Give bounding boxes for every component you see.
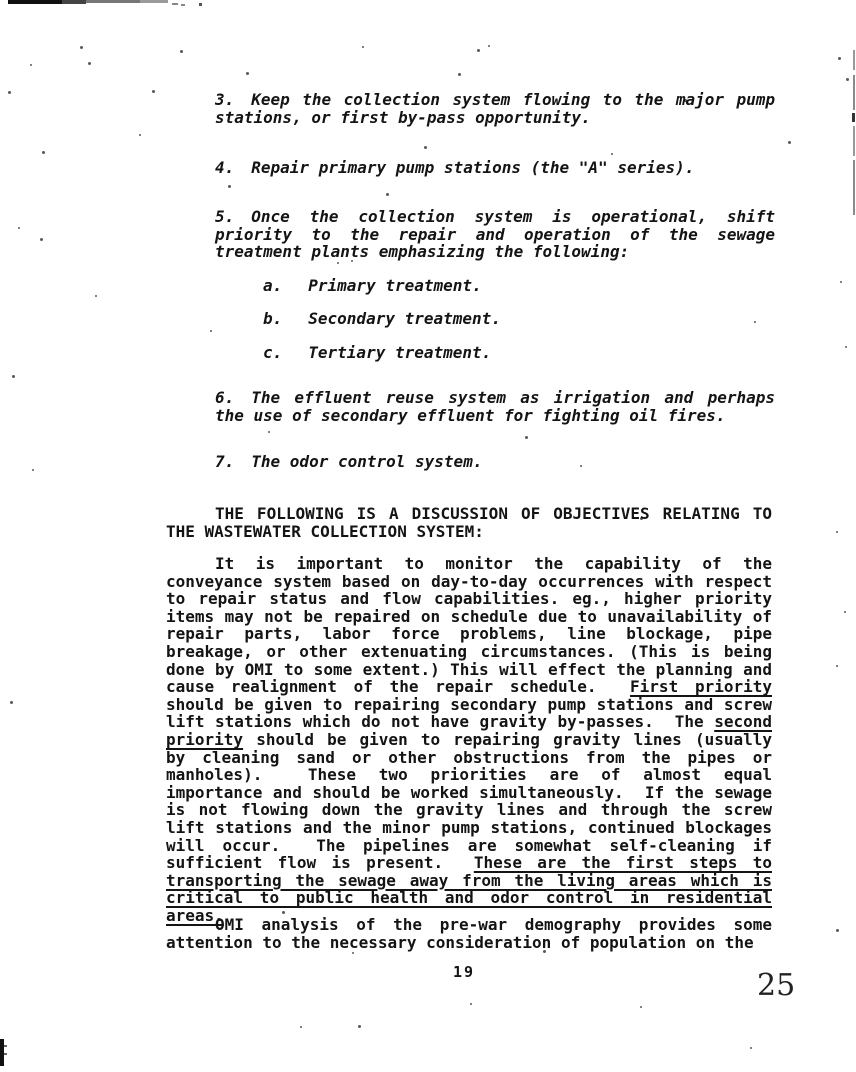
list-item-5 (215, 208, 775, 261)
body-text: should be given to repairing secondary pump stations and screw lift stations which do not have gravity by-passes. The (166, 694, 772, 732)
list-item-4 (215, 159, 775, 177)
scan-speck (362, 46, 364, 48)
sub-item-text: Secondary treatment. (308, 309, 501, 328)
scan-speck (525, 436, 528, 439)
scan-speck (88, 62, 91, 65)
scan-speck (32, 469, 34, 471)
item-number: 3. (215, 90, 235, 109)
scan-speck (836, 531, 838, 533)
scan-speck (750, 1047, 752, 1049)
scan-speck (424, 146, 427, 149)
stamp-page-number: 25 (757, 968, 796, 1003)
sub-item-letter: c. (263, 343, 283, 362)
body-text: should be given to repairing gravity lines (usually by cleaning sand or other obstructions from the pipes or manholes). These two priorities are of almost equal importance and should be worked simultaneously. If the sewage is not flowing down the gravity lines and through the screw lift stations and the minor pump stations, continued blockages will occur. The pipelines are somewhat self-cleaning if sufficient flow is present. (166, 729, 772, 873)
sub-item-text: Primary treatment. (308, 276, 482, 295)
scan-speck (8, 91, 11, 94)
sub-item-letter: b. (263, 309, 283, 328)
item-number: 5. (215, 207, 235, 226)
scan-speck (838, 57, 841, 60)
underlined-text: second priority (166, 712, 772, 749)
sub-item-b (263, 310, 501, 328)
underlined-text: First priority (630, 677, 773, 697)
scan-speck (358, 1025, 361, 1028)
scan-speck (337, 262, 339, 264)
scan-speck (836, 665, 838, 667)
list-item-6 (215, 389, 775, 424)
scan-speck (80, 46, 83, 49)
page-number: 19 (453, 963, 476, 981)
scan-speck (470, 1003, 472, 1005)
scan-speck (845, 346, 847, 348)
scan-speck (836, 929, 839, 932)
scan-speck (40, 238, 43, 241)
item-text: The effluent reuse system as irrigation and perhaps the use of secondary effluent for fighting oil fires. (215, 388, 775, 425)
scan-speck (180, 50, 183, 53)
list-item-7 (215, 453, 775, 471)
scan-speck (458, 73, 461, 76)
scan-speck (611, 153, 613, 155)
item-number: 4. (215, 158, 235, 177)
scan-speck (139, 134, 141, 136)
scan-speck (42, 151, 45, 154)
list-item-3 (215, 91, 775, 126)
scan-speck (210, 330, 212, 332)
scan-speck (477, 49, 480, 52)
item-text: Keep the collection system flowing to the major pump stations, or first by-pass opportunity. (215, 90, 775, 127)
scan-speck (228, 185, 231, 188)
body-text: It is important to monitor the capability of the conveyance system based on day-to-day occurrences with respect to repair status and flow capabilities. eg., higher priority items may not be repaired on schedule due to unavailability of repair parts, labor force problems, line blockage, pipe breakage, or other extenuating circumstances. (This is being done by OMI to some extent.) This will effect the planning and cause realignment of the repair schedule. (166, 554, 772, 697)
scan-speck (300, 1026, 302, 1028)
scan-speck (10, 701, 13, 704)
scan-speck (788, 141, 791, 144)
item-number: 6. (215, 388, 235, 407)
scan-speck (95, 295, 97, 297)
scan-speck (488, 45, 490, 47)
scan-speck (840, 281, 842, 283)
scan-speck (268, 431, 270, 433)
scan-speck (640, 1006, 642, 1008)
sub-item-letter: a. (263, 276, 283, 295)
item-text: Repair primary pump stations (the "A" series). (251, 158, 695, 177)
scan-speck (846, 78, 849, 81)
scan-speck (152, 90, 155, 93)
scan-speck (30, 64, 32, 66)
paragraph-omi: OMI analysis of the pre-war demography provides some attention to the necessary consideration of population on the (166, 915, 772, 952)
sub-item-c (263, 344, 491, 362)
scan-speck (754, 321, 756, 323)
scan-speck (18, 227, 20, 229)
section-heading: THE FOLLOWING IS A DISCUSSION OF OBJECTIVES RELATING TO THE WASTEWATER COLLECTION SYSTEM: (166, 504, 772, 541)
sub-item-text: Tertiary treatment. (308, 343, 492, 362)
item-text: The odor control system. (251, 452, 483, 471)
scan-speck (12, 375, 15, 378)
scan-speck (386, 193, 389, 196)
sub-item-a (263, 277, 482, 295)
paragraph-discussion (166, 555, 772, 924)
scan-speck (844, 611, 846, 613)
scan-speck (352, 952, 354, 954)
scan-speck (246, 72, 249, 75)
item-text: Once the collection system is operational, shift priority to the repair and operation of the sewage treatment plants emphasizing the following: (215, 207, 775, 262)
item-number: 7. (215, 452, 235, 471)
underlined-text: These are the first steps to transporting the sewage away from the living areas which is critical to public health and odor control in residential areas. (166, 853, 772, 925)
